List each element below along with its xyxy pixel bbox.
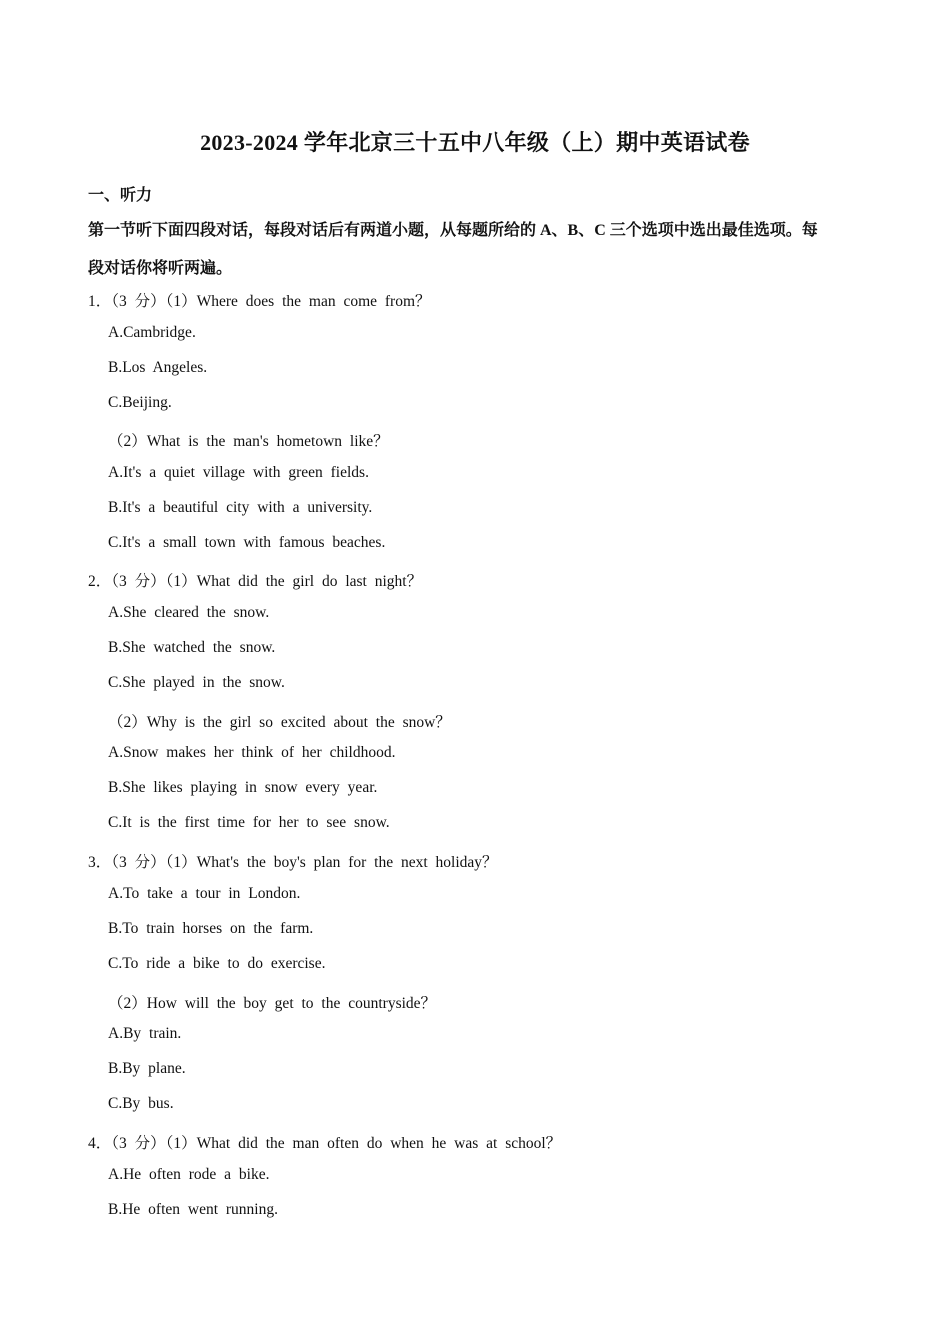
sub-question: （2）How will the boy get to the countryside？ [108,995,437,1012]
instructions-line-2: 段对话你将听两遍。 [88,260,233,277]
option-line: B.He often went running. [108,1201,278,1218]
exam-title: 2023-2024 学年北京三十五中八年级（上）期中英语试卷 [200,130,750,155]
option-line: B.To train horses on the farm. [108,920,314,937]
option-line: C.She played in the snow. [108,674,285,691]
option-line: C.Beijing. [108,394,172,411]
question-2: 2．（3 分）（1）What did the girl do last night？ [88,573,423,590]
option-line: A.Snow makes her think of her childhood. [108,744,396,761]
option-line: C.It is the first time for her to see snow. [108,814,390,831]
sub-question: （2）Why is the girl so excited about the snow？ [108,714,451,731]
option-line: A.Cambridge. [108,324,196,341]
option-line: A.She cleared the snow. [108,604,270,621]
sub-question: （2）What is the man's hometown like？ [108,433,389,450]
option-line: A.He often rode a bike. [108,1166,270,1183]
option-line: C.It's a small town with famous beaches. [108,534,386,551]
section-heading: 一、听力 [88,187,153,204]
question-3: 3．（3 分）（1）What's the boy's plan for the next holiday？ [88,854,498,871]
option-line: C.To ride a bike to do exercise. [108,955,326,972]
option-line: B.By plane. [108,1060,186,1077]
option-line: C.By bus. [108,1095,174,1112]
option-line: B.She watched the snow. [108,639,276,656]
question-4: 4．（3 分）（1）What did the man often do when he was at school？ [88,1135,562,1152]
option-line: A.By train. [108,1025,182,1042]
question-1: 1．（3 分）（1）Where does the man come from？ [88,293,431,310]
option-line: A.It's a quiet village with green fields. [108,464,369,481]
option-line: B.Los Angeles. [108,359,208,376]
option-line: B.It's a beautiful city with a university. [108,499,373,516]
instructions-line-1: 第一节听下面四段对话，每段对话后有两道小题，从每题所给的 A、B、C 三个选项中选出最佳选项。每 [88,222,818,239]
option-line: A.To take a tour in London. [108,885,301,902]
option-line: B.She likes playing in snow every year. [108,779,378,796]
